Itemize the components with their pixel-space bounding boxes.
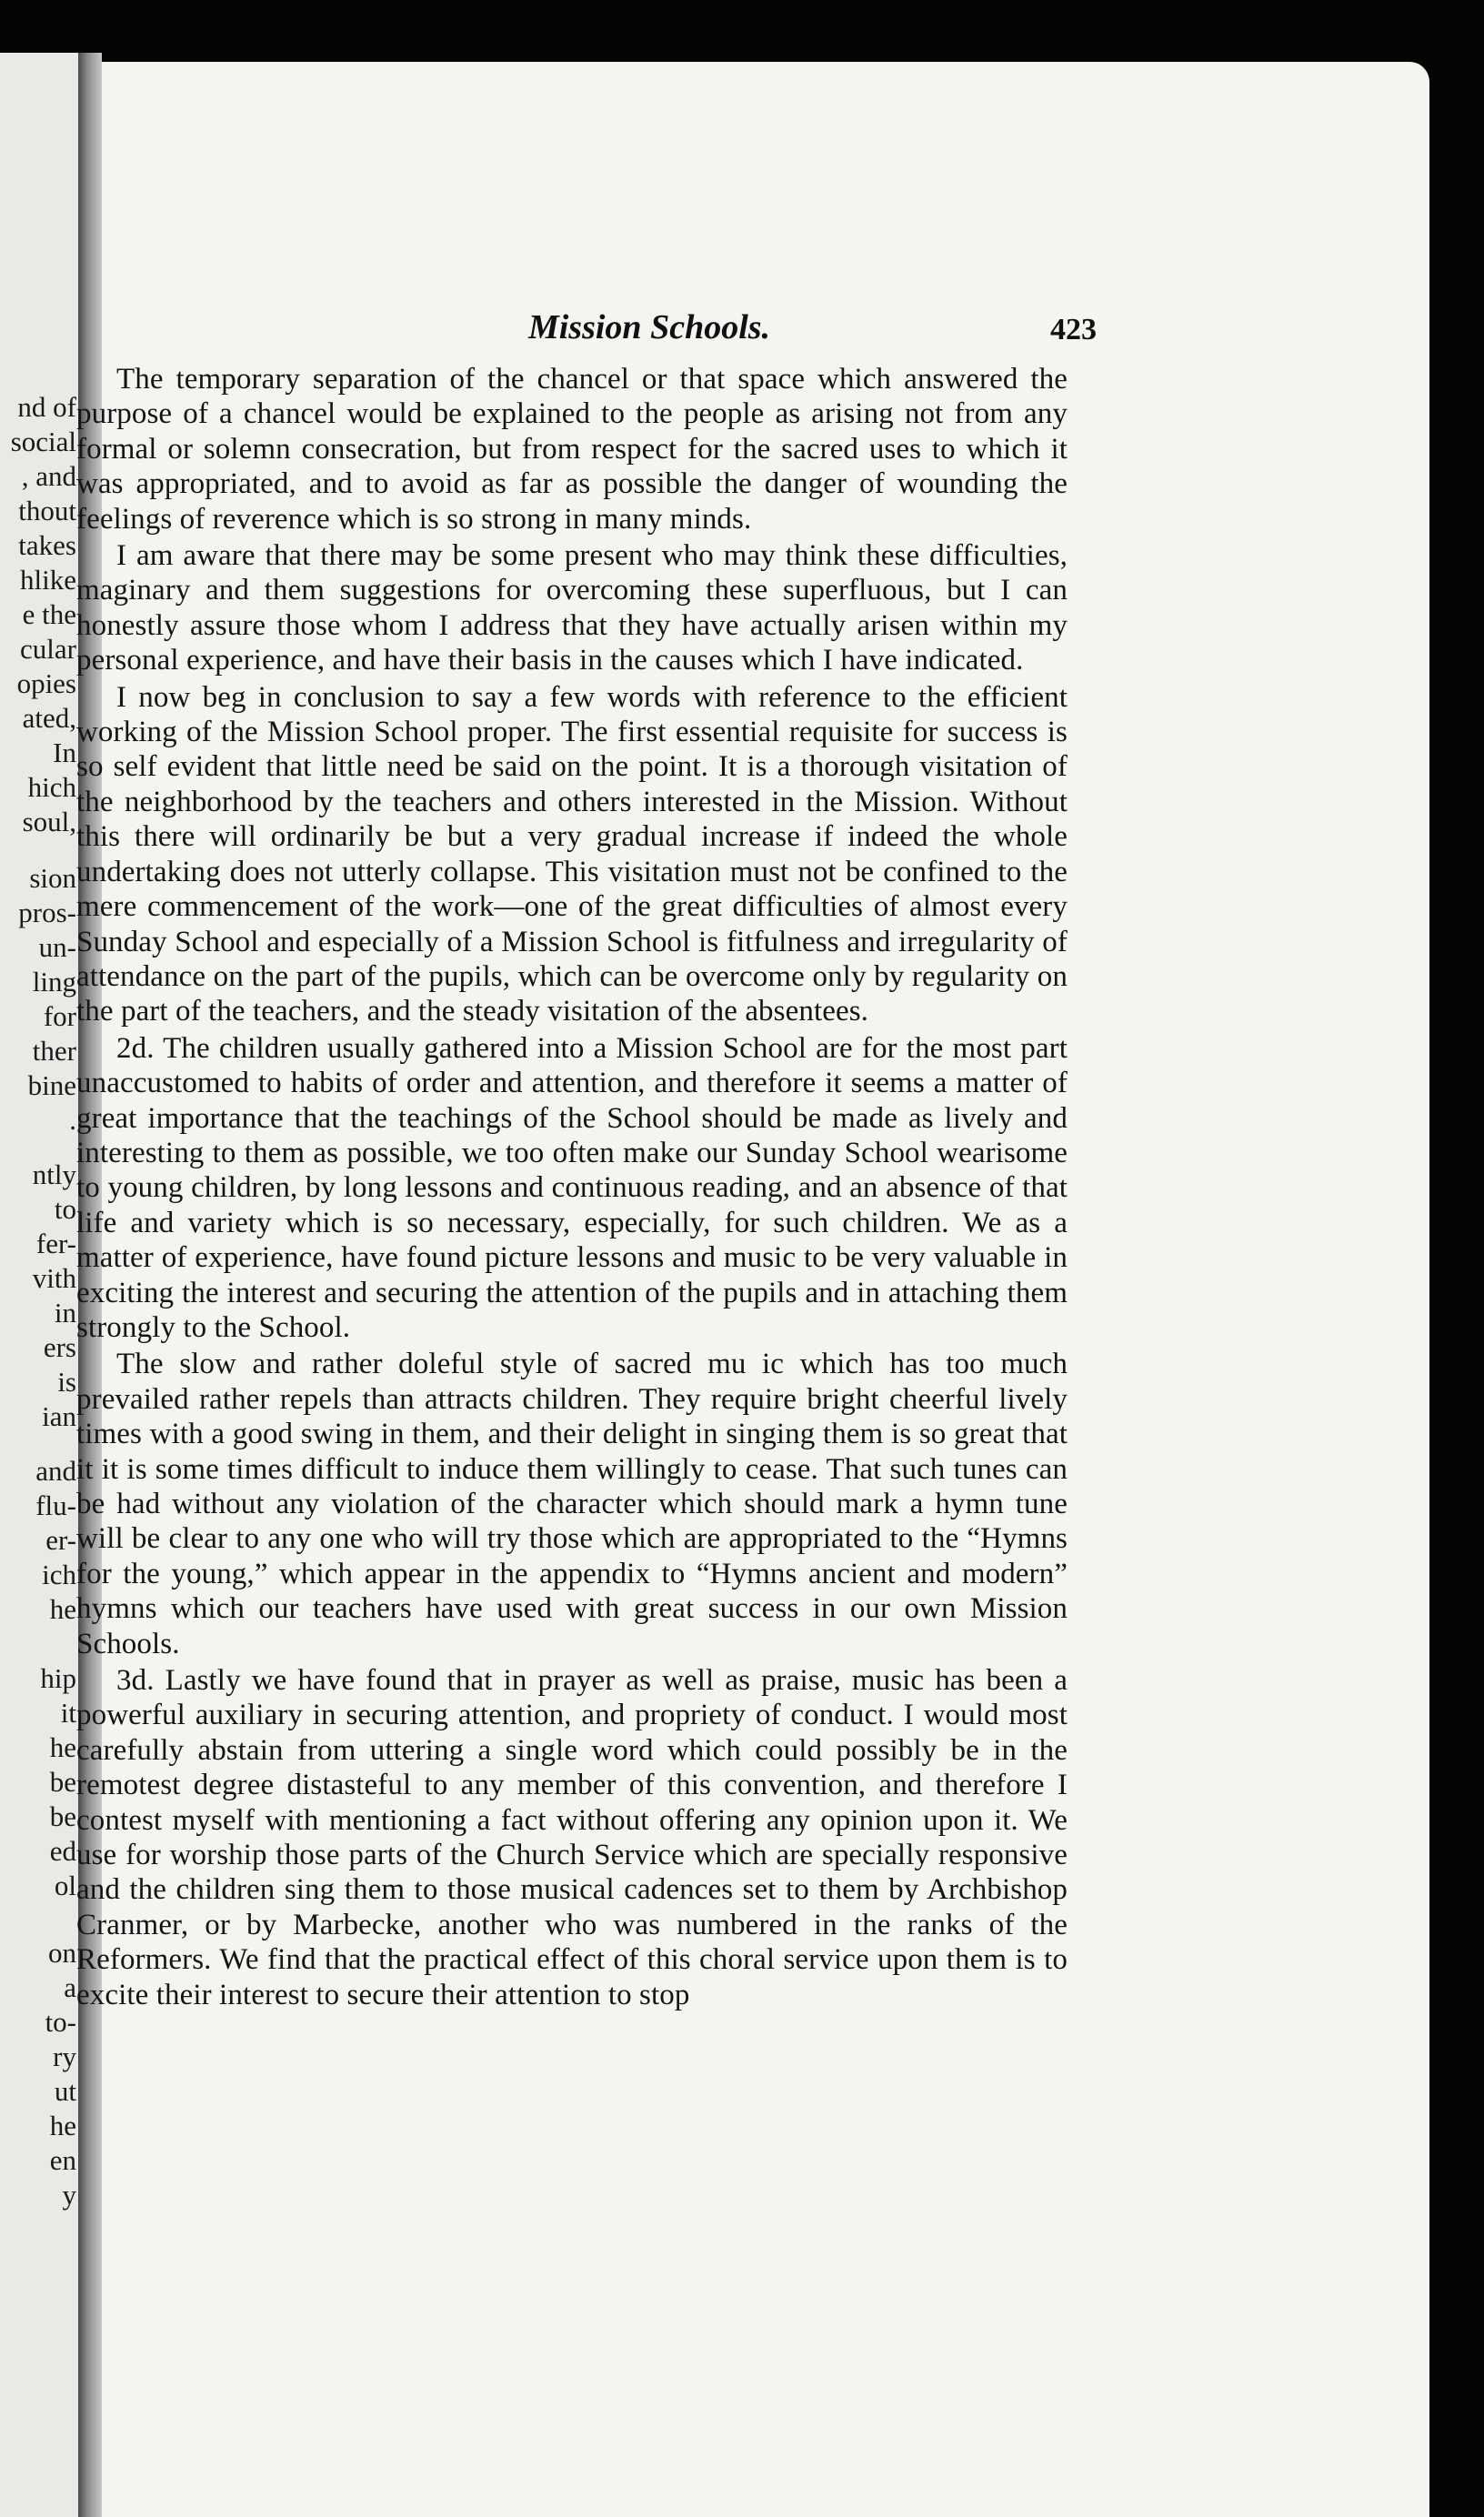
facing-page-fragment: takes bbox=[18, 529, 76, 561]
facing-page-fragment: e the bbox=[22, 598, 76, 630]
facing-page-fragment: un- bbox=[38, 931, 76, 963]
facing-page-fragment: ian bbox=[42, 1400, 76, 1432]
page-number: 423 bbox=[1050, 313, 1097, 346]
facing-page-fragment: In bbox=[53, 737, 76, 768]
facing-page-fragment: ich bbox=[42, 1559, 76, 1590]
facing-page-fragment: hlike bbox=[20, 564, 76, 596]
facing-page-fragment: be bbox=[49, 1800, 76, 1832]
facing-page-fragment: en bbox=[49, 2144, 76, 2176]
facing-page-fragment: . bbox=[69, 1104, 76, 1136]
paragraph: 2d. The children usually gathered into a Mission School are for the most part unaccustomed to habits of order and attention, and therefore it seems a matter of great importance that the teachings of the School should be made as lively and interesting to them as possible, we too often make our Sunday School wearisome to young children, by long lessons and continuous reading, and an absence of that life and variety which is so necessary, especially, for such children. We as a matter of experience, have found picture lessons and music to be very valuable in exciting the interest and securing the attention of the pupils and in attaching them strongly to the School. bbox=[76, 1031, 1068, 1344]
facing-page-fragment: and bbox=[35, 1455, 76, 1487]
facing-page-fragment: on bbox=[48, 1937, 76, 1969]
body-text bbox=[76, 362, 1068, 2014]
facing-page-fragment: be bbox=[49, 1766, 76, 1798]
facing-page-fragment: y bbox=[62, 2179, 76, 2211]
paragraph: The temporary separation of the chancel or that space which answered the purpose of a chancel would be explained to the people as arising not from any formal or solemn consecration, but from respect for the sacred uses to which it was appropriated, and to avoid as far as possible the danger of wounding the feelings of reverence which is so strong in many minds. bbox=[76, 363, 1068, 536]
running-title: Mission Schools. bbox=[527, 308, 771, 346]
facing-page-fragment: ol bbox=[54, 1870, 76, 1901]
facing-page-fragment: ntly bbox=[32, 1158, 76, 1190]
facing-page-fragment: to- bbox=[45, 2006, 76, 2038]
facing-page-fragment: bine bbox=[27, 1069, 76, 1101]
facing-page-fragment: ers bbox=[43, 1331, 76, 1363]
facing-page-fragment: pros- bbox=[18, 897, 76, 928]
facing-page-fragment: flu- bbox=[35, 1489, 76, 1521]
facing-page-fragment: fer- bbox=[35, 1228, 76, 1259]
facing-page-fragment: vith bbox=[32, 1262, 76, 1294]
facing-page-fragment: nd of bbox=[17, 391, 76, 423]
facing-page-fragment: it bbox=[60, 1697, 76, 1729]
facing-page-fragment: opies bbox=[16, 667, 76, 699]
facing-page-fragment: he bbox=[49, 1731, 76, 1763]
book-page bbox=[76, 62, 1429, 2517]
paragraph: The slow and rather doleful style of sacred mu ic which has too much prevailed rather repels than attracts children. They require bright cheerful lively times with a good swing in them, and their delight in singing them is so great that it it is some times difficult to induce them willingly to cease. That such tunes can be had without any violation of the character which should mark a hymn tune will be clear to any one who will try those which are appropriated to the “Hymns for the young,” which appear in the appendix to “Hymns ancient and modern” hymns which our teachers have used with great success in our own Mission Schools. bbox=[76, 1348, 1068, 1660]
facing-page-fragment: he bbox=[49, 2110, 76, 2141]
facing-page-fragment: thout bbox=[18, 495, 76, 526]
facing-page-fragment: is bbox=[57, 1366, 76, 1398]
facing-page-fragment: ut bbox=[54, 2075, 76, 2107]
facing-page-fragment: to bbox=[54, 1193, 76, 1225]
facing-page-fragment: hip bbox=[40, 1662, 76, 1694]
facing-page-fragment: for bbox=[43, 1000, 76, 1032]
facing-page-fragment: social bbox=[10, 426, 76, 457]
facing-page-fragment: hich bbox=[27, 771, 76, 803]
facing-page-fragment: er- bbox=[45, 1524, 76, 1556]
facing-page-fragment: sion bbox=[29, 862, 76, 894]
facing-page-fragment: ry bbox=[53, 2041, 76, 2072]
paragraph: 3d. Lastly we have found that in prayer as well as praise, music has been a powerful auxiliary in securing attention, and propriety of conduct. I would most carefully abstain from uttering a single word which could possibly be in the remotest degree distasteful to any member of this convention, and therefore I contest myself with mentioning a fact without offering any opinion upon it. We use for worship those parts of the Church Service which are specially responsive and the children sing them to those musical cadences set to them by Archbishop Cranmer, or by Marbecke, another who was numbered in the ranks of the Reformers. We find that the practical effect of this choral service upon them is to excite their interest to secure their attention to stop bbox=[76, 1664, 1068, 2011]
facing-page-fragment: soul, bbox=[22, 806, 76, 837]
facing-page-fragment: a bbox=[64, 1971, 76, 2003]
page-header bbox=[102, 307, 1429, 362]
facing-page-fragment: ling bbox=[32, 966, 76, 998]
paragraph: I am aware that there may be some present who may think these difficulties, maginary and them suggestions for overcoming these superfluous, but I can honestly assure those whom I address that they have actually arisen within my personal experience, and have their basis in the causes which I have indicated. bbox=[76, 539, 1068, 677]
facing-page-edge bbox=[0, 53, 84, 2517]
facing-page-fragment: cular bbox=[20, 633, 76, 665]
facing-page-fragment: ther bbox=[32, 1035, 76, 1067]
facing-page-fragment: in bbox=[54, 1297, 76, 1329]
facing-page-fragment: ed bbox=[49, 1835, 76, 1867]
facing-page-fragment: , and bbox=[21, 460, 76, 492]
paragraph: I now beg in conclusion to say a few words with reference to the efficient working of the Mission School proper. The first essential requisite for success is so self evident that little need be said on the point. It is a thorough visitation of the neighborhood by the teachers and others interested in the Mission. Without this there will ordinarily be but a very gradual increase if indeed the whole undertaking does not utterly collapse. This visitation must not be confined to the mere commencement of the work—one of the great difficulties of almost every Sunday School and especially of a Mission School is fitfulness and irregularity of attendance on the part of the pupils, which can be overcome only by regularity on the part of the teachers, and the steady visitation of the absentees. bbox=[76, 680, 1068, 1028]
facing-page-fragment: ated, bbox=[22, 702, 76, 734]
facing-page-fragment: he bbox=[49, 1593, 76, 1625]
